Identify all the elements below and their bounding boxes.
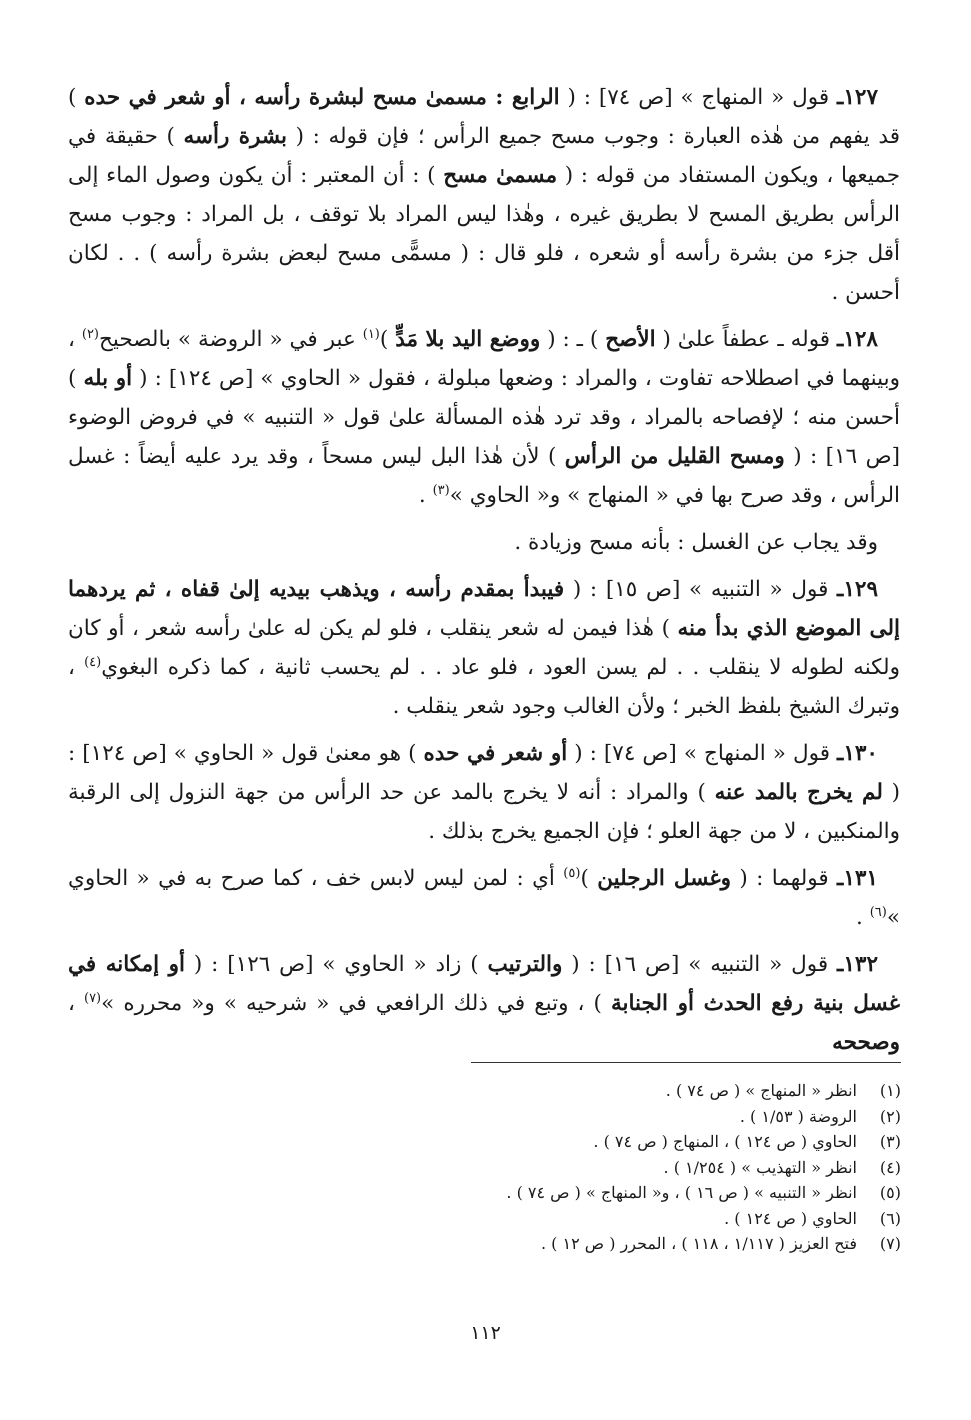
footnote-text: فتح العزيز ( ١/١١٧ ، ١١٨ ) ، المحرر ( ص ١٢ ) . bbox=[541, 1234, 857, 1253]
text-segment: قول « التنبيه » [ص ١٥] : ( bbox=[564, 577, 838, 602]
text-segment: ) هٰذا فيمن له شعر ينقلب ، فلو لم يكن له علىٰ رأسه شعر ، أو كان ولكنه لطوله لا ينقلب . . لم يسن العود ، فلو عاد . . لم يحسب ثانية ، كما ذكره البغوي bbox=[68, 616, 900, 680]
quoted-text: وصححه bbox=[832, 1030, 900, 1055]
footnote-number: (٧) bbox=[879, 1234, 901, 1253]
quoted-text: الرابع : مسمىٰ مسح لبشرة رأسه ، أو شعر في حده bbox=[84, 85, 560, 110]
paragraph-number: ١٣٠ـ bbox=[837, 741, 878, 766]
text-segment: قولهما : ( bbox=[731, 866, 838, 891]
text-segment: ) bbox=[379, 327, 396, 352]
quoted-text: فيبدأ بمقدم رأسه ، ويذهب بيديه إلىٰ قفاه ، ثم يردهما إلى الموضع الذي بدأ منه bbox=[68, 577, 900, 641]
footnotes bbox=[81, 1078, 901, 1257]
footnote-ref: (٦) bbox=[869, 904, 887, 920]
paragraph-number: ١٢٧ـ bbox=[837, 85, 878, 110]
text-segment: ) ، وتبع في ذلك الرافعي في « شرحيه » و« محرره » bbox=[101, 991, 611, 1016]
text-segment: عبر في « الروضة » بالصحيح bbox=[99, 327, 363, 352]
quoted-text: أو شعر في حده bbox=[423, 741, 568, 766]
text-segment: ) لأن هٰذا البل ليس مسحاً ، وقد يرد عليه أيضاً : غسل الرأس ، وقد صرح بها في « المنهاج » و« الحاوي » bbox=[68, 444, 900, 508]
footnote-number: (٦) bbox=[879, 1208, 901, 1228]
text-segment: ) ـ : ( bbox=[540, 327, 606, 352]
footnote-ref: (٤) bbox=[84, 654, 102, 670]
footnote-ref: (٧) bbox=[83, 990, 102, 1006]
quoted-text: أو بله bbox=[83, 366, 133, 391]
text-segment: . bbox=[418, 483, 433, 508]
footnote-text: الحاوي ( ص ١٢٤ ) . bbox=[724, 1208, 857, 1228]
text-segment: ، وبينهما في اصطلاحه تفاوت ، والمراد : وضعها مبلولة ، فقول « الحاوي » [ص ١٢٤] : ( bbox=[68, 327, 900, 391]
paragraph bbox=[68, 945, 900, 1062]
footnote-number: (١) bbox=[879, 1081, 901, 1100]
quoted-text: أو إمكانه في غسل بنية رفع الحدث أو الجنابة bbox=[68, 952, 900, 1016]
footnote-number: (٥) bbox=[879, 1183, 901, 1202]
footnote bbox=[81, 1180, 901, 1206]
paragraph-number: ١٢٩ـ bbox=[837, 577, 879, 602]
footnote-ref: (١) bbox=[362, 326, 380, 342]
footnote bbox=[81, 1231, 901, 1257]
footnote-number: (٣) bbox=[879, 1132, 901, 1151]
footnote-text: الحاوي ( ص ١٢٤ ) ، المنهاج ( ص ٧٤ ) . bbox=[593, 1132, 857, 1151]
text-segment: ) حقيقة في جميعها ، ويكون المستفاد من قوله : ( bbox=[68, 124, 901, 188]
paragraph bbox=[68, 570, 900, 726]
footnote bbox=[81, 1155, 901, 1181]
text-segment: ) : أن المعتبر : أن يكون وصول الماء إلى الرأس بطريق المسح لا بطريق غيره ، وهٰذا ليس المراد بلا توقف ، بل المراد : وجوب مسح أقل جزء من بشرة رأسه أو شعره ، فلو قال : ( مسمًّى مسح لبعض بشرة رأسه ) . . لكان أحسن . bbox=[68, 163, 900, 305]
footnote bbox=[81, 1129, 901, 1155]
footnote-text: الروضة ( ١/٥٣ ) . bbox=[739, 1106, 857, 1126]
main-text bbox=[68, 78, 900, 1070]
footnote-text: انظر « التنبيه » ( ص ١٦ ) ، و« المنهاج » ( ص ٧٤ ) . bbox=[506, 1183, 857, 1202]
text-segment: قوله ـ عطفاً علىٰ ( bbox=[655, 327, 838, 352]
text-segment: قول « المنهاج » [ص ٧٤] : ( bbox=[559, 85, 838, 110]
footnote-text: انظر « التهذيب » ( ١/٢٥٤ ) . bbox=[663, 1157, 857, 1177]
text-segment: ) زاد « الحاوي » [ص ١٢٦] : ( bbox=[185, 952, 488, 977]
paragraph bbox=[68, 734, 900, 851]
text-segment: وقد يجاب عن الغسل : بأنه مسح وزيادة . bbox=[514, 530, 878, 555]
text-segment: ، وتبرك الشيخ بلفظ الخبر ؛ ولأن الغالب وجود شعر ينقلب . bbox=[68, 655, 900, 719]
footnote bbox=[81, 1104, 901, 1130]
text-segment: أي : لمن ليس لابس خف ، كما صرح به في « الحاوي » bbox=[68, 866, 900, 930]
text-segment: قول « التنبيه » [ص ١٦] : ( bbox=[562, 952, 838, 977]
page-number: ١١٢ bbox=[470, 1322, 501, 1344]
paragraph bbox=[68, 78, 900, 312]
quoted-text: بشرة رأسه bbox=[183, 124, 287, 149]
text-segment: ، bbox=[68, 991, 84, 1016]
paragraph bbox=[68, 320, 900, 515]
paragraph bbox=[68, 859, 900, 937]
footnote-ref: (٣) bbox=[432, 482, 450, 498]
paragraph bbox=[68, 523, 900, 562]
footnote-ref: (٢) bbox=[81, 326, 99, 342]
footnote-separator bbox=[471, 1062, 901, 1063]
quoted-text: الأصح bbox=[605, 327, 656, 352]
footnote bbox=[81, 1206, 901, 1232]
text-segment: ) قد يفهم من هٰذه العبارة : وجوب مسح جميع الرأس ؛ فإن قوله : ( bbox=[68, 85, 900, 149]
paragraph-number: ١٣٢ـ bbox=[837, 952, 878, 977]
quoted-text: لم يخرج بالمد عنه bbox=[714, 780, 883, 805]
text-segment: قول « المنهاج » [ص ٧٤] : ( bbox=[567, 741, 838, 766]
quoted-text: ووضع اليد بلا مَدٍّ bbox=[395, 327, 541, 352]
footnote bbox=[81, 1078, 901, 1104]
footnote-ref: (٥) bbox=[563, 865, 581, 881]
footnote-text: انظر « المنهاج » ( ص ٧٤ ) . bbox=[665, 1081, 857, 1100]
quoted-text: مسمىٰ مسح bbox=[443, 163, 558, 188]
quoted-text: وغسل الرجلين bbox=[597, 866, 731, 891]
paragraph-number: ١٣١ـ bbox=[837, 866, 878, 891]
quoted-text: ومسح القليل من الرأس bbox=[564, 444, 785, 469]
quoted-text: والترتيب bbox=[487, 952, 563, 977]
text-segment: ) bbox=[580, 866, 598, 891]
footnote-number: (٢) bbox=[879, 1106, 901, 1126]
paragraph-number: ١٢٨ـ bbox=[837, 327, 878, 352]
footnote-number: (٤) bbox=[879, 1157, 901, 1177]
text-segment: ) هو معنىٰ قول « الحاوي » [ص ١٢٤] : ( bbox=[68, 741, 901, 805]
text-segment: ) أحسن منه ؛ لإفصاحه بالمراد ، وقد ترد هٰذه المسألة علىٰ قول « التنبيه » في فروض الوضوء [ص ١٦] : ( bbox=[68, 366, 900, 469]
text-segment: ) والمراد : أنه لا يخرج بالمد عن حد الرأس من جهة النزول إلى الرقبة والمنكبين ، لا من جهة العلو ؛ فإن الجميع يخرج بذلك . bbox=[68, 780, 900, 844]
text-segment: . bbox=[856, 905, 870, 930]
